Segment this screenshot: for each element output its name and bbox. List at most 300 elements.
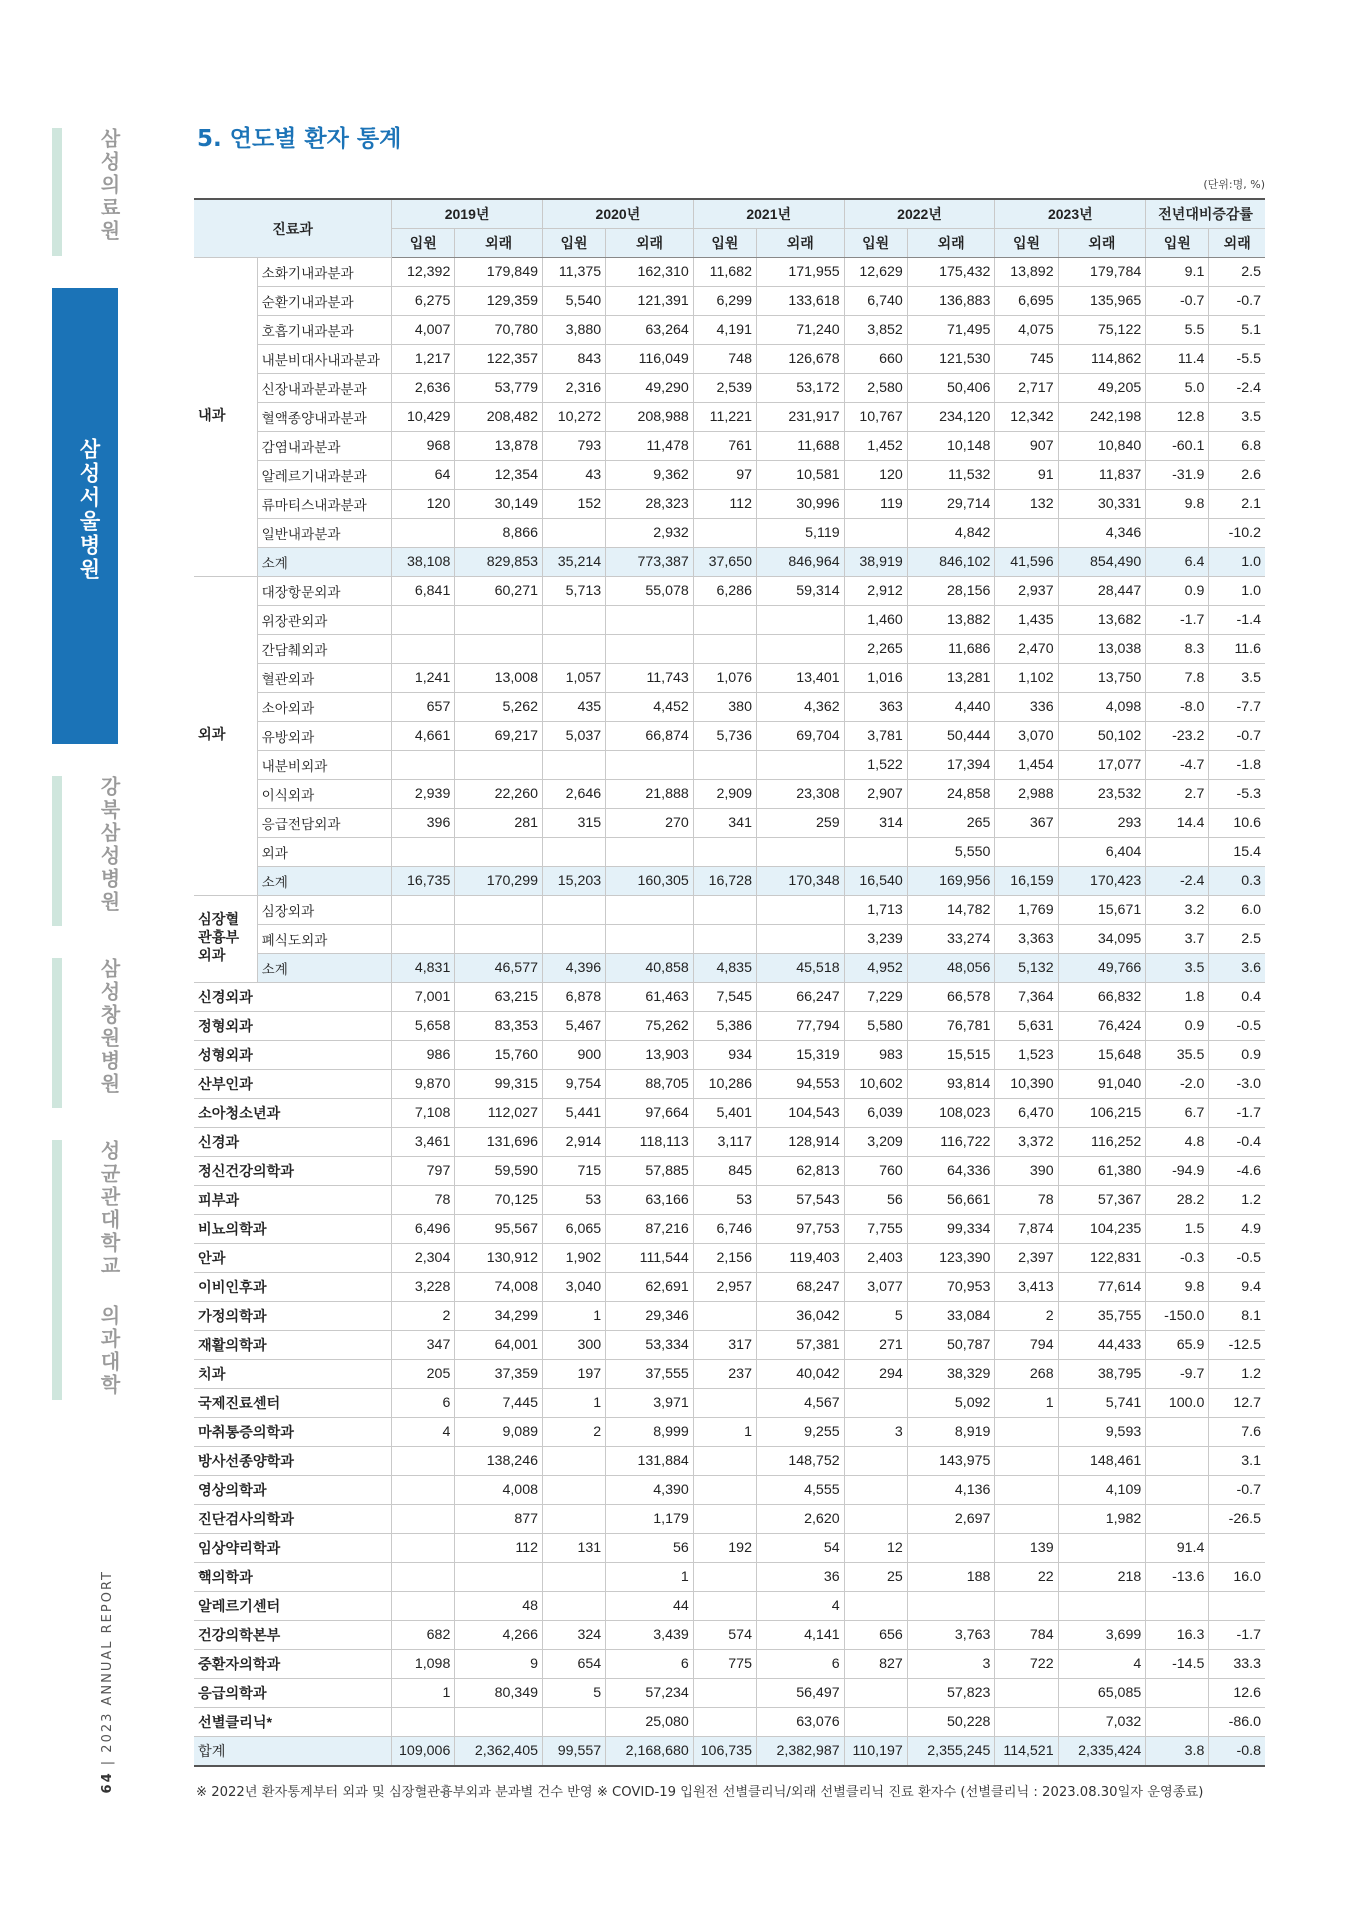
nav-indicator xyxy=(52,958,62,1108)
value-cell: 25 xyxy=(844,1563,907,1592)
value-cell xyxy=(756,635,844,664)
value-cell: 15,671 xyxy=(1058,896,1146,925)
value-cell: 968 xyxy=(392,432,455,461)
dept-label: 산부인과 xyxy=(194,1070,392,1099)
dept-header: 진료과 xyxy=(194,199,392,258)
value-cell: 57,381 xyxy=(756,1331,844,1360)
value-cell: 87,216 xyxy=(606,1215,694,1244)
value-cell: 657 xyxy=(392,693,455,722)
value-cell: 829,853 xyxy=(455,548,543,577)
value-cell: 1,769 xyxy=(995,896,1058,925)
value-cell: 169,956 xyxy=(907,867,995,896)
value-cell: 128,914 xyxy=(756,1128,844,1157)
value-cell: 70,780 xyxy=(455,316,543,345)
value-cell: -1.8 xyxy=(1209,751,1265,780)
value-cell: 33,274 xyxy=(907,925,995,954)
value-cell: 12,342 xyxy=(995,403,1058,432)
table-row xyxy=(194,1273,1265,1302)
value-cell: 64,336 xyxy=(907,1157,995,1186)
value-cell: 3,209 xyxy=(844,1128,907,1157)
value-cell: 148,752 xyxy=(756,1447,844,1476)
value-cell: 231,917 xyxy=(756,403,844,432)
table-row xyxy=(194,1447,1265,1476)
year-header: 2022년 xyxy=(844,199,995,229)
value-cell: 123,390 xyxy=(907,1244,995,1273)
value-cell: 3,363 xyxy=(995,925,1058,954)
dept-label: 치과 xyxy=(194,1360,392,1389)
value-cell: 10,602 xyxy=(844,1070,907,1099)
value-cell: 119 xyxy=(844,490,907,519)
value-cell xyxy=(455,925,543,954)
value-cell: 5,741 xyxy=(1058,1389,1146,1418)
value-cell: 827 xyxy=(844,1650,907,1679)
patient-statistics-table xyxy=(194,198,1265,1767)
value-cell: -0.7 xyxy=(1209,1476,1265,1505)
value-cell: 116,049 xyxy=(606,345,694,374)
value-cell: 35.5 xyxy=(1146,1041,1209,1070)
value-cell: 53,334 xyxy=(606,1331,694,1360)
subdept-label: 호흡기내과분과 xyxy=(257,316,392,345)
value-cell: 1,217 xyxy=(392,345,455,374)
outpatient-header: 외래 xyxy=(455,229,543,258)
value-cell: 122,831 xyxy=(1058,1244,1146,1273)
table-row xyxy=(194,1215,1265,1244)
nav-label: 삼성창원병원 xyxy=(97,958,121,1096)
value-cell: 57,367 xyxy=(1058,1186,1146,1215)
value-cell xyxy=(392,838,455,867)
value-cell: 38,329 xyxy=(907,1360,995,1389)
value-cell: 2,912 xyxy=(844,577,907,606)
value-cell: 10,286 xyxy=(693,1070,756,1099)
value-cell xyxy=(392,1476,455,1505)
value-cell: 1,016 xyxy=(844,664,907,693)
table-row xyxy=(194,606,1265,635)
value-cell: 854,490 xyxy=(1058,548,1146,577)
subdept-label: 심장외과 xyxy=(257,896,392,925)
value-cell: 56,497 xyxy=(756,1679,844,1708)
table-row xyxy=(194,1534,1265,1563)
table-row xyxy=(194,345,1265,374)
value-cell: 9.4 xyxy=(1209,1273,1265,1302)
value-cell: 106,735 xyxy=(693,1737,756,1767)
value-cell: 119,403 xyxy=(756,1244,844,1273)
subdept-label: 혈관외과 xyxy=(257,664,392,693)
value-cell: 5,580 xyxy=(844,1012,907,1041)
value-cell: 9 xyxy=(455,1650,543,1679)
value-cell: 2,907 xyxy=(844,780,907,809)
value-cell: 66,247 xyxy=(756,983,844,1012)
value-cell: 34,095 xyxy=(1058,925,1146,954)
nav-samsung-medical-center[interactable] xyxy=(52,128,121,256)
value-cell: 315 xyxy=(542,809,605,838)
value-cell: 270 xyxy=(606,809,694,838)
value-cell: 7,032 xyxy=(1058,1708,1146,1737)
value-cell: 7,755 xyxy=(844,1215,907,1244)
inpatient-header: 입원 xyxy=(844,229,907,258)
value-cell: 775 xyxy=(693,1650,756,1679)
value-cell: 1,076 xyxy=(693,664,756,693)
value-cell: 2,470 xyxy=(995,635,1058,664)
value-cell: 70,953 xyxy=(907,1273,995,1302)
value-cell: 1.0 xyxy=(1209,577,1265,606)
value-cell: 131,696 xyxy=(455,1128,543,1157)
value-cell: 1 xyxy=(542,1389,605,1418)
value-cell: 7,001 xyxy=(392,983,455,1012)
value-cell: 28,156 xyxy=(907,577,995,606)
table-row xyxy=(194,1099,1265,1128)
value-cell: 114,862 xyxy=(1058,345,1146,374)
value-cell xyxy=(542,635,605,664)
value-cell: 66,874 xyxy=(606,722,694,751)
value-cell: 15,648 xyxy=(1058,1041,1146,1070)
value-cell: 139 xyxy=(995,1534,1058,1563)
value-cell: 748 xyxy=(693,345,756,374)
value-cell xyxy=(995,1708,1058,1737)
value-cell: 34,299 xyxy=(455,1302,543,1331)
value-cell: 4,266 xyxy=(455,1621,543,1650)
value-cell: -60.1 xyxy=(1146,432,1209,461)
value-cell: 2,937 xyxy=(995,577,1058,606)
value-cell xyxy=(392,1708,455,1737)
value-cell: 1 xyxy=(693,1418,756,1447)
value-cell: 11,478 xyxy=(606,432,694,461)
dept-label: 안과 xyxy=(194,1244,392,1273)
value-cell: 116,722 xyxy=(907,1128,995,1157)
value-cell: 11,688 xyxy=(756,432,844,461)
value-cell: 152 xyxy=(542,490,605,519)
value-cell: -31.9 xyxy=(1146,461,1209,490)
value-cell xyxy=(606,896,694,925)
value-cell: 148,461 xyxy=(1058,1447,1146,1476)
value-cell: 877 xyxy=(455,1505,543,1534)
dept-label: 마취통증의학과 xyxy=(194,1418,392,1447)
value-cell: 237 xyxy=(693,1360,756,1389)
value-cell xyxy=(844,1447,907,1476)
value-cell: 9,870 xyxy=(392,1070,455,1099)
value-cell: 324 xyxy=(542,1621,605,1650)
value-cell: 4 xyxy=(1058,1650,1146,1679)
value-cell: 50,102 xyxy=(1058,722,1146,751)
page-title: 5. 연도별 환자 통계 xyxy=(197,126,402,152)
value-cell: 7.6 xyxy=(1209,1418,1265,1447)
value-cell: 13,892 xyxy=(995,258,1058,287)
value-cell: 9,754 xyxy=(542,1070,605,1099)
nav-indicator xyxy=(52,776,62,926)
value-cell: 2,580 xyxy=(844,374,907,403)
value-cell: 10,767 xyxy=(844,403,907,432)
value-cell: 9,362 xyxy=(606,461,694,490)
value-cell: 293 xyxy=(1058,809,1146,838)
value-cell: 25,080 xyxy=(606,1708,694,1737)
value-cell: -0.8 xyxy=(1209,1737,1265,1767)
table-row xyxy=(194,1505,1265,1534)
value-cell: 13,038 xyxy=(1058,635,1146,664)
value-cell: 13,401 xyxy=(756,664,844,693)
value-cell: 5 xyxy=(542,1679,605,1708)
value-cell: 49,766 xyxy=(1058,954,1146,983)
nav-label: 강북삼성병원 xyxy=(97,776,121,914)
value-cell: 11.4 xyxy=(1146,345,1209,374)
value-cell: 11,532 xyxy=(907,461,995,490)
table-row xyxy=(194,1389,1265,1418)
value-cell: 11,682 xyxy=(693,258,756,287)
table-row xyxy=(194,1418,1265,1447)
value-cell: 10,429 xyxy=(392,403,455,432)
value-cell xyxy=(693,519,756,548)
value-cell: 57,234 xyxy=(606,1679,694,1708)
value-cell: 4,191 xyxy=(693,316,756,345)
value-cell: 8.3 xyxy=(1146,635,1209,664)
dept-label: 진단검사의학과 xyxy=(194,1505,392,1534)
value-cell xyxy=(693,1679,756,1708)
value-cell: -8.0 xyxy=(1146,693,1209,722)
value-cell: 61,380 xyxy=(1058,1157,1146,1186)
table-row xyxy=(194,577,1265,606)
subdept-label: 이식외과 xyxy=(257,780,392,809)
value-cell: 7,545 xyxy=(693,983,756,1012)
value-cell: -2.4 xyxy=(1209,374,1265,403)
value-cell: -0.4 xyxy=(1209,1128,1265,1157)
value-cell: -0.7 xyxy=(1146,287,1209,316)
value-cell: 14.4 xyxy=(1146,809,1209,838)
value-cell: 2,335,424 xyxy=(1058,1737,1146,1767)
value-cell: 9,255 xyxy=(756,1418,844,1447)
value-cell: 116,252 xyxy=(1058,1128,1146,1157)
value-cell: -7.7 xyxy=(1209,693,1265,722)
dept-label: 신경외과 xyxy=(194,983,392,1012)
value-cell: -14.5 xyxy=(1146,1650,1209,1679)
subdept-label: 대장항문외과 xyxy=(257,577,392,606)
value-cell xyxy=(542,519,605,548)
value-cell: 170,348 xyxy=(756,867,844,896)
value-cell xyxy=(693,896,756,925)
value-cell: 773,387 xyxy=(606,548,694,577)
value-cell xyxy=(392,1563,455,1592)
value-cell: 294 xyxy=(844,1360,907,1389)
value-cell xyxy=(907,1534,995,1563)
value-cell: 16.0 xyxy=(1209,1563,1265,1592)
value-cell: 64,001 xyxy=(455,1331,543,1360)
value-cell: 33,084 xyxy=(907,1302,995,1331)
value-cell: 121,530 xyxy=(907,345,995,374)
nav-samsung-seoul-hospital[interactable] xyxy=(52,288,118,744)
value-cell: 2,355,245 xyxy=(907,1737,995,1767)
value-cell: 259 xyxy=(756,809,844,838)
value-cell xyxy=(1058,1534,1146,1563)
value-cell: 9,593 xyxy=(1058,1418,1146,1447)
value-cell: -0.7 xyxy=(1209,722,1265,751)
value-cell: 1,452 xyxy=(844,432,907,461)
value-cell xyxy=(756,925,844,954)
value-cell: 13,750 xyxy=(1058,664,1146,693)
table-row xyxy=(194,1360,1265,1389)
inpatient-header: 입원 xyxy=(995,229,1058,258)
value-cell: 59,590 xyxy=(455,1157,543,1186)
value-cell: 12.6 xyxy=(1209,1679,1265,1708)
table-row xyxy=(194,1563,1265,1592)
value-cell: 907 xyxy=(995,432,1058,461)
value-cell: 7,874 xyxy=(995,1215,1058,1244)
value-cell: 5.5 xyxy=(1146,316,1209,345)
dept-label: 이비인후과 xyxy=(194,1273,392,1302)
value-cell xyxy=(1146,1476,1209,1505)
value-cell: 45,518 xyxy=(756,954,844,983)
value-cell: 120 xyxy=(392,490,455,519)
value-cell: -4.6 xyxy=(1209,1157,1265,1186)
value-cell: 2,697 xyxy=(907,1505,995,1534)
dept-label: 정신건강의학과 xyxy=(194,1157,392,1186)
value-cell: 30,331 xyxy=(1058,490,1146,519)
value-cell: 78 xyxy=(995,1186,1058,1215)
value-cell: 99,557 xyxy=(542,1737,605,1767)
value-cell: 95,567 xyxy=(455,1215,543,1244)
value-cell: 1,982 xyxy=(1058,1505,1146,1534)
value-cell: 4.8 xyxy=(1146,1128,1209,1157)
table-row xyxy=(194,1244,1265,1273)
value-cell xyxy=(455,1708,543,1737)
value-cell: 129,359 xyxy=(455,287,543,316)
value-cell xyxy=(606,635,694,664)
value-cell: 5,092 xyxy=(907,1389,995,1418)
value-cell: 2,909 xyxy=(693,780,756,809)
value-cell xyxy=(542,896,605,925)
table-row xyxy=(194,287,1265,316)
value-cell xyxy=(844,1679,907,1708)
value-cell: 5,037 xyxy=(542,722,605,751)
value-cell: 30,996 xyxy=(756,490,844,519)
table-row xyxy=(194,838,1265,867)
value-cell xyxy=(693,635,756,664)
value-cell: 15.4 xyxy=(1209,838,1265,867)
value-cell xyxy=(693,606,756,635)
value-cell: 2,156 xyxy=(693,1244,756,1273)
subtotal-row xyxy=(194,954,1265,983)
table-row xyxy=(194,1302,1265,1331)
value-cell: 59,314 xyxy=(756,577,844,606)
value-cell: 1.2 xyxy=(1209,1360,1265,1389)
value-cell: 1 xyxy=(606,1563,694,1592)
nav-skku-medical-school[interactable] xyxy=(52,1140,121,1400)
value-cell: -94.9 xyxy=(1146,1157,1209,1186)
value-cell: 843 xyxy=(542,345,605,374)
value-cell: 2,539 xyxy=(693,374,756,403)
value-cell: 4.9 xyxy=(1209,1215,1265,1244)
value-cell: 12.7 xyxy=(1209,1389,1265,1418)
table-row xyxy=(194,1331,1265,1360)
value-cell xyxy=(392,751,455,780)
value-cell: 2,362,405 xyxy=(455,1737,543,1767)
value-cell: 1,098 xyxy=(392,1650,455,1679)
value-cell: 3.8 xyxy=(1146,1737,1209,1767)
dept-label: 비뇨의학과 xyxy=(194,1215,392,1244)
value-cell: 1 xyxy=(392,1679,455,1708)
table-row xyxy=(194,983,1265,1012)
outpatient-header: 외래 xyxy=(1209,229,1265,258)
dept-label: 핵의학과 xyxy=(194,1563,392,1592)
value-cell: 38,108 xyxy=(392,548,455,577)
value-cell: 986 xyxy=(392,1041,455,1070)
table-row xyxy=(194,490,1265,519)
value-cell: 8,866 xyxy=(455,519,543,548)
value-cell: 100.0 xyxy=(1146,1389,1209,1418)
value-cell: 15,760 xyxy=(455,1041,543,1070)
total-row xyxy=(194,1737,1265,1767)
value-cell: 3,413 xyxy=(995,1273,1058,1302)
value-cell: 10,148 xyxy=(907,432,995,461)
value-cell: 0.3 xyxy=(1209,867,1265,896)
value-cell: 745 xyxy=(995,345,1058,374)
value-cell: 4,952 xyxy=(844,954,907,983)
table-row xyxy=(194,1041,1265,1070)
value-cell: 23,532 xyxy=(1058,780,1146,809)
value-cell xyxy=(1146,1418,1209,1447)
value-cell: 43 xyxy=(542,461,605,490)
value-cell: 4 xyxy=(392,1418,455,1447)
value-cell: -150.0 xyxy=(1146,1302,1209,1331)
value-cell: -26.5 xyxy=(1209,1505,1265,1534)
value-cell: 0.9 xyxy=(1146,577,1209,606)
table-row xyxy=(194,664,1265,693)
nav-kangbuk-samsung-hospital[interactable] xyxy=(52,776,121,926)
table-row xyxy=(194,1128,1265,1157)
value-cell xyxy=(693,1708,756,1737)
value-cell: 1,454 xyxy=(995,751,1058,780)
value-cell: 3 xyxy=(844,1418,907,1447)
value-cell: 2.7 xyxy=(1146,780,1209,809)
value-cell: 760 xyxy=(844,1157,907,1186)
value-cell: 143,975 xyxy=(907,1447,995,1476)
unit-note: (단위:명, %) xyxy=(1203,178,1265,191)
table-row xyxy=(194,374,1265,403)
value-cell: 1,713 xyxy=(844,896,907,925)
value-cell xyxy=(1146,1592,1209,1621)
value-cell xyxy=(1146,1505,1209,1534)
value-cell: 6 xyxy=(392,1389,455,1418)
value-cell: 1,902 xyxy=(542,1244,605,1273)
value-cell: 317 xyxy=(693,1331,756,1360)
dept-label: 응급의학과 xyxy=(194,1679,392,1708)
value-cell xyxy=(1209,1592,1265,1621)
value-cell: 3.2 xyxy=(1146,896,1209,925)
value-cell: 6,496 xyxy=(392,1215,455,1244)
value-cell: 10,581 xyxy=(756,461,844,490)
value-cell: 106,215 xyxy=(1058,1099,1146,1128)
value-cell: 4,007 xyxy=(392,316,455,345)
value-cell xyxy=(844,1592,907,1621)
subdept-label: 내분비대사내과분과 xyxy=(257,345,392,374)
nav-indicator xyxy=(52,1140,62,1400)
value-cell xyxy=(1058,1592,1146,1621)
value-cell: 12.8 xyxy=(1146,403,1209,432)
value-cell: 23,308 xyxy=(756,780,844,809)
value-cell: 71,495 xyxy=(907,316,995,345)
value-cell: 54 xyxy=(756,1534,844,1563)
value-cell: 218 xyxy=(1058,1563,1146,1592)
value-cell: 1 xyxy=(995,1389,1058,1418)
value-cell: 53 xyxy=(542,1186,605,1215)
value-cell: 5,658 xyxy=(392,1012,455,1041)
value-cell xyxy=(693,1592,756,1621)
table-row xyxy=(194,896,1265,925)
nav-samsung-changwon-hospital[interactable] xyxy=(52,958,121,1108)
value-cell: 6,470 xyxy=(995,1099,1058,1128)
value-cell: 3,461 xyxy=(392,1128,455,1157)
dept-label: 선별클리닉* xyxy=(194,1708,392,1737)
value-cell: -86.0 xyxy=(1209,1708,1265,1737)
value-cell: 3,763 xyxy=(907,1621,995,1650)
value-cell: 900 xyxy=(542,1041,605,1070)
value-cell: 6,065 xyxy=(542,1215,605,1244)
